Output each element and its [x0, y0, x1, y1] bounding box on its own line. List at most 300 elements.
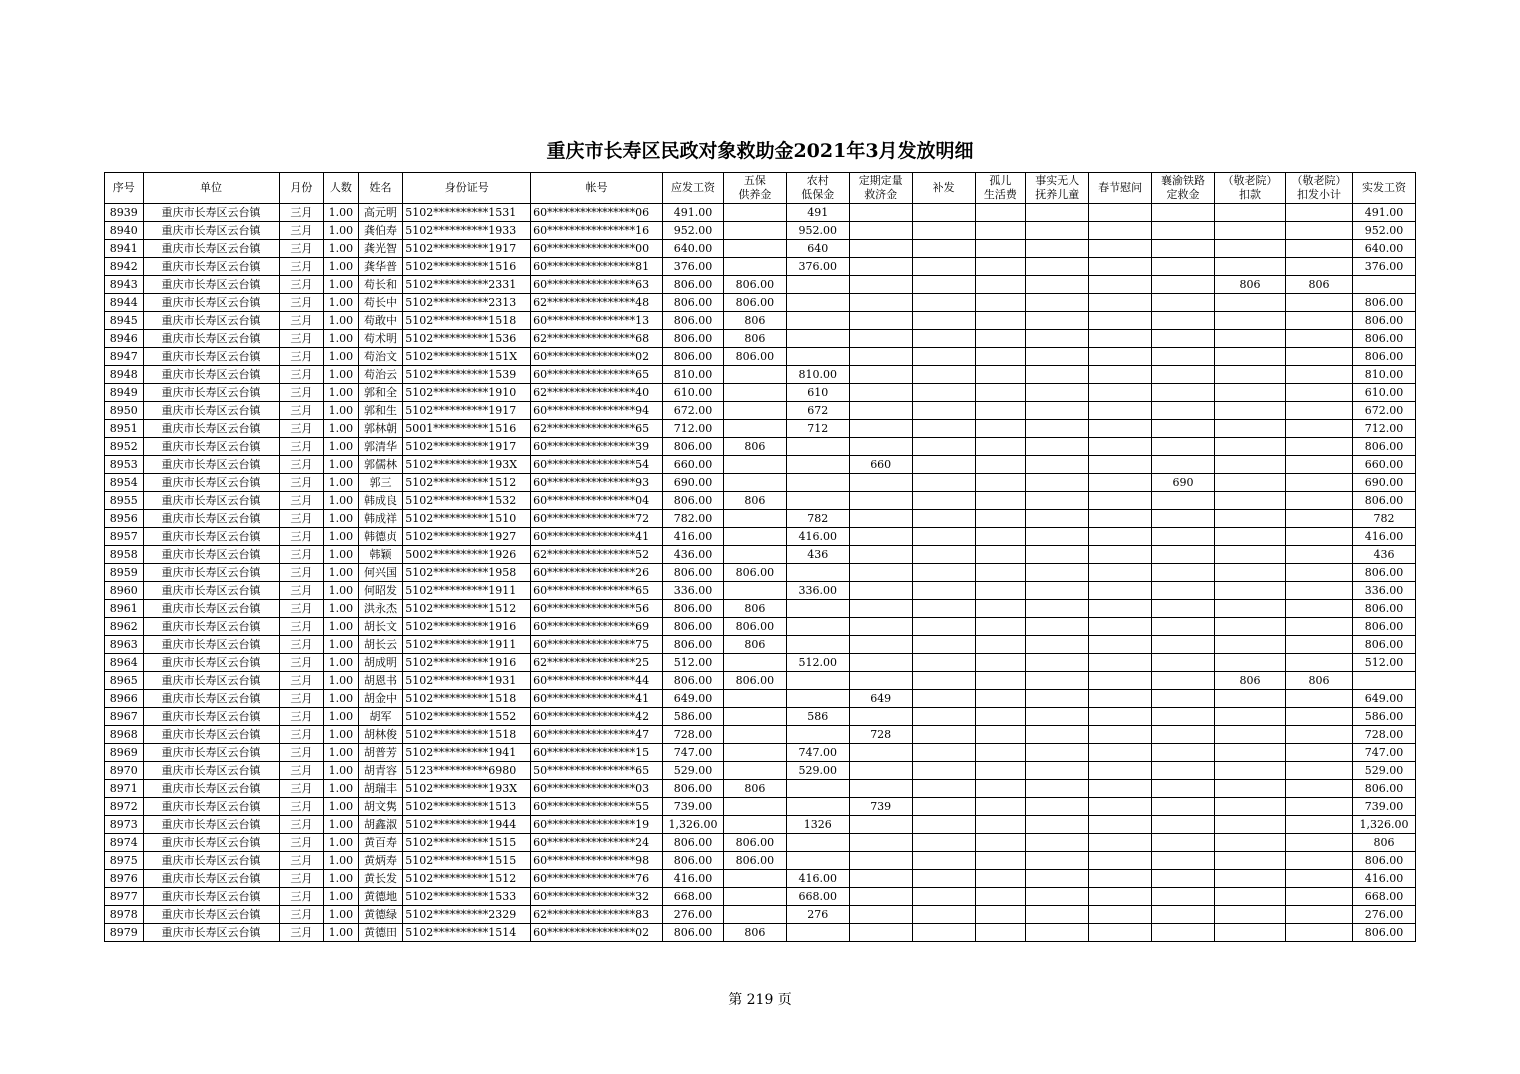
- table-cell: 60****************72: [531, 510, 663, 528]
- table-cell: 重庆市长寿区云台镇: [143, 330, 279, 348]
- table-cell: 806.00: [1352, 780, 1415, 798]
- table-cell: 5001**********1516: [403, 420, 531, 438]
- table-cell: [1089, 276, 1152, 294]
- table-cell: 806.00: [1352, 492, 1415, 510]
- table-cell: 重庆市长寿区云台镇: [143, 870, 279, 888]
- table-cell: [975, 438, 1026, 456]
- table-cell: 8952: [105, 438, 144, 456]
- column-header: 实发工资: [1352, 173, 1415, 204]
- table-cell: 806.00: [1352, 636, 1415, 654]
- table-cell: [786, 438, 849, 456]
- table-cell: 806.00: [1352, 852, 1415, 870]
- table-cell: [1352, 276, 1415, 294]
- table-cell: 1.00: [324, 654, 359, 672]
- table-cell: 5102**********193X: [403, 780, 531, 798]
- table-cell: 668.00: [786, 888, 849, 906]
- table-cell: [975, 690, 1026, 708]
- table-cell: 60****************15: [531, 744, 663, 762]
- table-row: [105, 654, 1416, 672]
- table-cell: [786, 798, 849, 816]
- table-cell: [1026, 366, 1089, 384]
- table-cell: 668.00: [1352, 888, 1415, 906]
- table-cell: [1286, 726, 1353, 744]
- column-header: 农村 低保金: [786, 173, 849, 204]
- table-cell: [1286, 654, 1353, 672]
- table-cell: [723, 762, 786, 780]
- table-cell: [975, 474, 1026, 492]
- table-cell: 三月: [279, 510, 324, 528]
- table-cell: [975, 798, 1026, 816]
- table-cell: 529.00: [1352, 762, 1415, 780]
- table-cell: [786, 492, 849, 510]
- table-cell: 60****************26: [531, 564, 663, 582]
- table-cell: [1286, 528, 1353, 546]
- table-cell: 806.00: [663, 348, 724, 366]
- table-cell: 1.00: [324, 366, 359, 384]
- column-header: 孤儿 生活费: [975, 173, 1026, 204]
- table-cell: 5102**********1911: [403, 582, 531, 600]
- table-cell: [975, 222, 1026, 240]
- table-cell: 8944: [105, 294, 144, 312]
- table-row: [105, 870, 1416, 888]
- table-row: [105, 510, 1416, 528]
- table-cell: 806.00: [663, 672, 724, 690]
- table-cell: 韩德贞: [358, 528, 403, 546]
- table-cell: 郭三: [358, 474, 403, 492]
- table-cell: [786, 564, 849, 582]
- table-cell: [1026, 888, 1089, 906]
- table-row: [105, 636, 1416, 654]
- table-cell: 三月: [279, 690, 324, 708]
- relief-table: [104, 172, 1416, 942]
- table-cell: [1152, 870, 1215, 888]
- table-cell: [849, 474, 912, 492]
- table-cell: 806.00: [1352, 294, 1415, 312]
- table-cell: [912, 384, 975, 402]
- table-cell: 806: [1352, 834, 1415, 852]
- table-cell: 8963: [105, 636, 144, 654]
- table-cell: 806: [723, 924, 786, 942]
- table-cell: 62****************83: [531, 906, 663, 924]
- table-cell: 276.00: [1352, 906, 1415, 924]
- table-cell: [975, 312, 1026, 330]
- column-header: 身份证号: [403, 173, 531, 204]
- table-cell: 5102**********1931: [403, 672, 531, 690]
- table-cell: [1089, 672, 1152, 690]
- table-cell: [1215, 528, 1286, 546]
- table-cell: [975, 870, 1026, 888]
- table-cell: [723, 402, 786, 420]
- table-cell: [723, 654, 786, 672]
- table-cell: 747.00: [1352, 744, 1415, 762]
- table-cell: 8965: [105, 672, 144, 690]
- table-cell: [975, 492, 1026, 510]
- table-cell: 重庆市长寿区云台镇: [143, 600, 279, 618]
- table-cell: [849, 762, 912, 780]
- table-cell: [786, 672, 849, 690]
- table-cell: 810.00: [1352, 366, 1415, 384]
- table-cell: [849, 366, 912, 384]
- table-cell: 610: [786, 384, 849, 402]
- table-cell: [912, 762, 975, 780]
- table-cell: 782: [786, 510, 849, 528]
- table-cell: 690: [1152, 474, 1215, 492]
- table-row: [105, 294, 1416, 312]
- table-cell: 60****************54: [531, 456, 663, 474]
- table-cell: 重庆市长寿区云台镇: [143, 816, 279, 834]
- table-cell: [1089, 726, 1152, 744]
- table-cell: 62****************65: [531, 420, 663, 438]
- table-cell: [1215, 510, 1286, 528]
- table-cell: [912, 528, 975, 546]
- table-cell: 黄长发: [358, 870, 403, 888]
- table-cell: 60****************00: [531, 240, 663, 258]
- table-cell: 62****************68: [531, 330, 663, 348]
- table-cell: [912, 474, 975, 492]
- table-cell: [1286, 780, 1353, 798]
- table-cell: [786, 330, 849, 348]
- table-cell: 重庆市长寿区云台镇: [143, 474, 279, 492]
- table-cell: [723, 420, 786, 438]
- table-cell: 62****************40: [531, 384, 663, 402]
- table-cell: 郭和全: [358, 384, 403, 402]
- table-cell: [786, 312, 849, 330]
- table-cell: 806.00: [1352, 924, 1415, 942]
- table-cell: 586: [786, 708, 849, 726]
- table-cell: 782: [1352, 510, 1415, 528]
- table-cell: [1026, 672, 1089, 690]
- table-cell: [1089, 492, 1152, 510]
- table-cell: 416.00: [786, 870, 849, 888]
- table-cell: [849, 240, 912, 258]
- table-row: [105, 834, 1416, 852]
- table-cell: [1026, 348, 1089, 366]
- table-cell: [912, 366, 975, 384]
- table-cell: 491.00: [663, 204, 724, 222]
- table-cell: [912, 492, 975, 510]
- table-cell: 1,326.00: [1352, 816, 1415, 834]
- table-cell: [1152, 438, 1215, 456]
- table-cell: 8962: [105, 618, 144, 636]
- table-cell: 5102**********193X: [403, 456, 531, 474]
- table-cell: 胡普芳: [358, 744, 403, 762]
- table-cell: 336.00: [663, 582, 724, 600]
- table-cell: 806.00: [663, 492, 724, 510]
- table-cell: 806.00: [723, 834, 786, 852]
- table-row: [105, 276, 1416, 294]
- table-cell: [786, 600, 849, 618]
- table-cell: 1.00: [324, 744, 359, 762]
- table-row: [105, 888, 1416, 906]
- table-cell: 8967: [105, 708, 144, 726]
- table-cell: [1215, 258, 1286, 276]
- table-cell: [1089, 384, 1152, 402]
- column-header: 单位: [143, 173, 279, 204]
- table-cell: 640: [786, 240, 849, 258]
- table-cell: 胡鑫淑: [358, 816, 403, 834]
- table-cell: [1089, 510, 1152, 528]
- table-cell: [786, 690, 849, 708]
- table-cell: [1286, 906, 1353, 924]
- table-cell: 60****************56: [531, 600, 663, 618]
- table-cell: 806.00: [663, 564, 724, 582]
- table-cell: [1286, 294, 1353, 312]
- table-cell: 690.00: [663, 474, 724, 492]
- table-cell: 5102**********1512: [403, 474, 531, 492]
- table-cell: [849, 564, 912, 582]
- table-cell: 三月: [279, 528, 324, 546]
- table-cell: [1089, 366, 1152, 384]
- table-cell: 806.00: [723, 276, 786, 294]
- table-cell: [723, 546, 786, 564]
- table-cell: [1215, 780, 1286, 798]
- table-cell: 胡瑞丰: [358, 780, 403, 798]
- table-cell: 重庆市长寿区云台镇: [143, 438, 279, 456]
- table-cell: [1286, 438, 1353, 456]
- table-cell: [1152, 348, 1215, 366]
- table-cell: [1152, 294, 1215, 312]
- table-cell: [723, 888, 786, 906]
- table-cell: [912, 672, 975, 690]
- table-cell: 1.00: [324, 906, 359, 924]
- table-cell: 重庆市长寿区云台镇: [143, 348, 279, 366]
- table-cell: [1089, 780, 1152, 798]
- table-cell: 8955: [105, 492, 144, 510]
- table-cell: [1152, 420, 1215, 438]
- table-cell: 712.00: [663, 420, 724, 438]
- table-cell: 690.00: [1352, 474, 1415, 492]
- table-cell: [975, 834, 1026, 852]
- table-cell: [1215, 366, 1286, 384]
- table-cell: 62****************25: [531, 654, 663, 672]
- table-row: [105, 438, 1416, 456]
- table-cell: [1152, 672, 1215, 690]
- table-cell: 8953: [105, 456, 144, 474]
- table-cell: 郭林朝: [358, 420, 403, 438]
- table-cell: [1089, 438, 1152, 456]
- table-cell: [975, 726, 1026, 744]
- table-cell: 8940: [105, 222, 144, 240]
- table-cell: 三月: [279, 762, 324, 780]
- table-cell: 649.00: [663, 690, 724, 708]
- table-cell: 韩颖: [358, 546, 403, 564]
- table-cell: [1215, 618, 1286, 636]
- table-cell: 三月: [279, 438, 324, 456]
- table-cell: 806.00: [1352, 348, 1415, 366]
- table-cell: [1286, 888, 1353, 906]
- column-header: 补发: [912, 173, 975, 204]
- table-cell: 三月: [279, 420, 324, 438]
- table-cell: 苟治文: [358, 348, 403, 366]
- table-cell: 重庆市长寿区云台镇: [143, 852, 279, 870]
- table-cell: [1215, 834, 1286, 852]
- table-cell: [975, 816, 1026, 834]
- table-cell: [975, 528, 1026, 546]
- table-cell: [1286, 366, 1353, 384]
- table-row: [105, 690, 1416, 708]
- table-cell: [1089, 258, 1152, 276]
- table-cell: [1152, 402, 1215, 420]
- table-cell: [786, 348, 849, 366]
- table-cell: 712.00: [1352, 420, 1415, 438]
- table-cell: 三月: [279, 726, 324, 744]
- table-row: [105, 528, 1416, 546]
- table-cell: [1089, 582, 1152, 600]
- table-cell: 416.00: [663, 528, 724, 546]
- table-cell: [912, 582, 975, 600]
- table-cell: 1.00: [324, 762, 359, 780]
- table-cell: 60****************63: [531, 276, 663, 294]
- table-cell: 重庆市长寿区云台镇: [143, 672, 279, 690]
- table-row: [105, 348, 1416, 366]
- table-cell: [1089, 204, 1152, 222]
- column-header: （敬老院） 扣发小计: [1286, 173, 1353, 204]
- table-cell: [912, 744, 975, 762]
- table-cell: [849, 672, 912, 690]
- table-cell: 5102**********1513: [403, 798, 531, 816]
- table-cell: 重庆市长寿区云台镇: [143, 924, 279, 942]
- table-cell: [912, 708, 975, 726]
- table-cell: [1152, 852, 1215, 870]
- table-cell: 529.00: [786, 762, 849, 780]
- table-cell: [975, 330, 1026, 348]
- table-cell: [975, 348, 1026, 366]
- table-cell: [1352, 672, 1415, 690]
- table-cell: 806: [1286, 276, 1353, 294]
- table-cell: [849, 204, 912, 222]
- table-cell: [975, 366, 1026, 384]
- table-row: [105, 762, 1416, 780]
- table-cell: [1152, 492, 1215, 510]
- table-cell: [849, 384, 912, 402]
- table-cell: 806.00: [663, 834, 724, 852]
- table-cell: 何兴国: [358, 564, 403, 582]
- table-cell: 龚光智: [358, 240, 403, 258]
- table-cell: 1.00: [324, 492, 359, 510]
- table-cell: 1.00: [324, 870, 359, 888]
- table-cell: 806.00: [663, 780, 724, 798]
- table-cell: [975, 600, 1026, 618]
- table-cell: [1215, 600, 1286, 618]
- table-row: [105, 600, 1416, 618]
- table-cell: [1026, 312, 1089, 330]
- table-cell: 三月: [279, 618, 324, 636]
- table-cell: [1089, 330, 1152, 348]
- table-cell: [912, 258, 975, 276]
- table-cell: [1026, 852, 1089, 870]
- table-cell: [912, 546, 975, 564]
- page-number: 第 219 页: [728, 992, 792, 1008]
- table-cell: 436.00: [663, 546, 724, 564]
- table-cell: 806.00: [723, 672, 786, 690]
- table-cell: 8973: [105, 816, 144, 834]
- table-cell: 重庆市长寿区云台镇: [143, 492, 279, 510]
- table-cell: 8949: [105, 384, 144, 402]
- table-cell: [1152, 744, 1215, 762]
- table-cell: [1026, 258, 1089, 276]
- table-cell: 8951: [105, 420, 144, 438]
- table-cell: [912, 780, 975, 798]
- table-cell: [786, 474, 849, 492]
- table-row: [105, 474, 1416, 492]
- table-cell: 1.00: [324, 438, 359, 456]
- table-cell: [1089, 852, 1152, 870]
- table-cell: 60****************03: [531, 780, 663, 798]
- table-cell: [1089, 708, 1152, 726]
- table-cell: 62****************52: [531, 546, 663, 564]
- table-cell: [912, 924, 975, 942]
- table-cell: [1152, 528, 1215, 546]
- table-cell: [1026, 708, 1089, 726]
- table-cell: 739: [849, 798, 912, 816]
- table-cell: 806.00: [723, 348, 786, 366]
- table-cell: 重庆市长寿区云台镇: [143, 690, 279, 708]
- table-cell: [912, 798, 975, 816]
- table-cell: 60****************69: [531, 618, 663, 636]
- table-cell: [1286, 312, 1353, 330]
- table-cell: 660: [849, 456, 912, 474]
- table-cell: [1026, 870, 1089, 888]
- table-cell: 5123**********6980: [403, 762, 531, 780]
- table-cell: [1152, 762, 1215, 780]
- table-row: [105, 582, 1416, 600]
- table-cell: [849, 618, 912, 636]
- table-cell: [1089, 888, 1152, 906]
- table-cell: 8939: [105, 204, 144, 222]
- table-cell: 60****************41: [531, 528, 663, 546]
- table-cell: [1152, 636, 1215, 654]
- table-cell: [1215, 438, 1286, 456]
- table-cell: 806: [1286, 672, 1353, 690]
- table-cell: 5102**********1917: [403, 438, 531, 456]
- table-cell: 806.00: [663, 312, 724, 330]
- table-cell: [1215, 924, 1286, 942]
- table-cell: [1286, 834, 1353, 852]
- table-cell: [1026, 744, 1089, 762]
- table-cell: [975, 384, 1026, 402]
- table-cell: [912, 330, 975, 348]
- table-cell: 8943: [105, 276, 144, 294]
- table-cell: 739.00: [663, 798, 724, 816]
- table-cell: 806.00: [1352, 600, 1415, 618]
- table-row: [105, 366, 1416, 384]
- table-cell: 512.00: [786, 654, 849, 672]
- table-cell: 8950: [105, 402, 144, 420]
- table-cell: 重庆市长寿区云台镇: [143, 888, 279, 906]
- table-cell: 60****************44: [531, 672, 663, 690]
- table-cell: 1.00: [324, 924, 359, 942]
- table-cell: [1215, 852, 1286, 870]
- table-cell: 1.00: [324, 546, 359, 564]
- table-cell: 重庆市长寿区云台镇: [143, 906, 279, 924]
- table-cell: 黄百寿: [358, 834, 403, 852]
- table-cell: [975, 744, 1026, 762]
- column-header: 月份: [279, 173, 324, 204]
- table-cell: [1089, 420, 1152, 438]
- table-cell: [975, 402, 1026, 420]
- table-cell: [849, 330, 912, 348]
- table-cell: [975, 924, 1026, 942]
- table-cell: 60****************02: [531, 348, 663, 366]
- table-cell: 60****************65: [531, 366, 663, 384]
- table-cell: [1152, 330, 1215, 348]
- table-cell: [1026, 762, 1089, 780]
- table-cell: 重庆市长寿区云台镇: [143, 456, 279, 474]
- table-cell: 重庆市长寿区云台镇: [143, 510, 279, 528]
- table-cell: 洪永杰: [358, 600, 403, 618]
- table-cell: 728.00: [663, 726, 724, 744]
- table-cell: [1152, 510, 1215, 528]
